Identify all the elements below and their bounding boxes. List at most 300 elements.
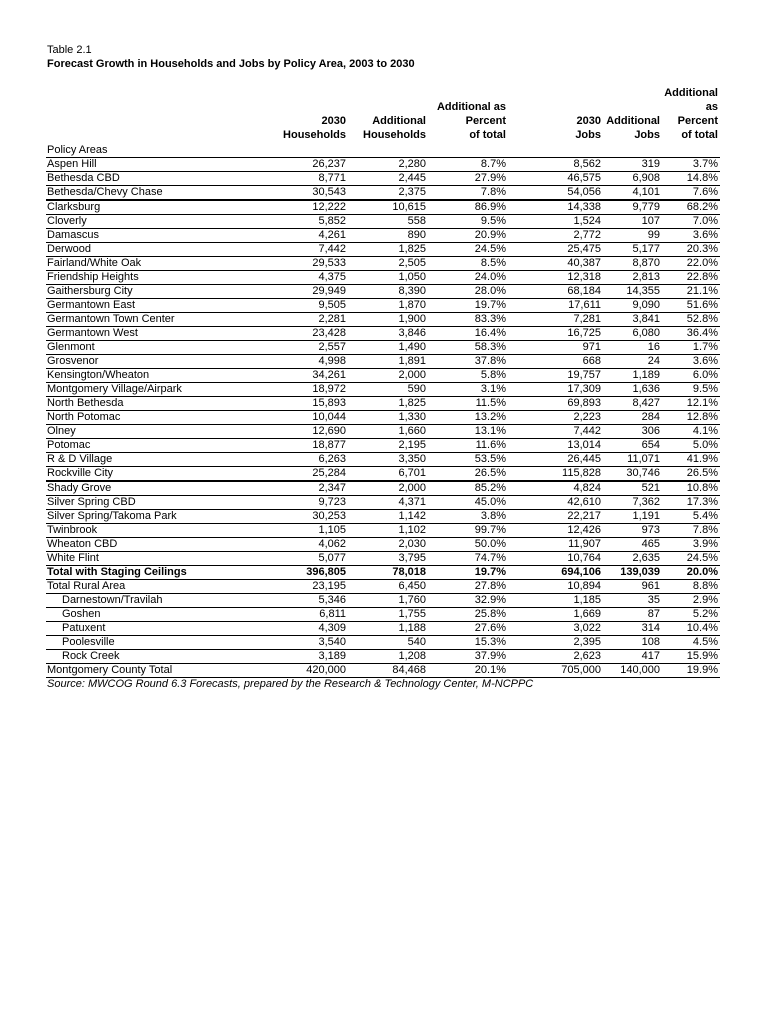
table-row <box>46 369 720 383</box>
cell-households-2030: 4,375 <box>218 271 348 285</box>
cell-additional-jobs: 961 <box>603 580 662 594</box>
cell-additional-jobs: 8,870 <box>603 257 662 271</box>
table-row <box>46 285 720 299</box>
cell-additional-households: 3,350 <box>348 453 428 467</box>
cell-additional-households: 2,505 <box>348 257 428 271</box>
cell-additional-jobs: 2,635 <box>603 552 662 566</box>
cell-households-2030: 5,346 <box>218 594 348 608</box>
policy-area-name: Germantown West <box>46 327 218 341</box>
cell-additional-jobs: 3,841 <box>603 313 662 327</box>
cell-households-percent: 37.8% <box>428 355 508 369</box>
header-line: 2030 <box>576 115 601 127</box>
header-line: Households <box>363 129 426 141</box>
cell-households-2030: 34,261 <box>218 369 348 383</box>
cell-households-2030: 12,222 <box>218 200 348 215</box>
cell-households-percent: 24.0% <box>428 271 508 285</box>
cell-additional-jobs: 24 <box>603 355 662 369</box>
cell-households-2030: 18,972 <box>218 383 348 397</box>
cell-households-percent: 3.1% <box>428 383 508 397</box>
policy-area-name: Cloverly <box>46 215 218 229</box>
table-row <box>46 243 720 257</box>
cell-additional-jobs: 7,362 <box>603 496 662 510</box>
cell-jobs-percent: 3.7% <box>662 158 720 172</box>
cell-households-2030: 8,771 <box>218 172 348 186</box>
cell-additional-jobs: 14,355 <box>603 285 662 299</box>
cell-additional-households: 1,490 <box>348 341 428 355</box>
cell-additional-jobs: 140,000 <box>603 664 662 678</box>
table-body <box>46 143 720 678</box>
cell-households-2030: 1,105 <box>218 524 348 538</box>
cell-additional-households: 3,846 <box>348 327 428 341</box>
policy-area-name: Twinbrook <box>46 524 218 538</box>
table-row <box>46 425 720 439</box>
cell-jobs-percent: 21.1% <box>662 285 720 299</box>
cell-additional-jobs: 319 <box>603 158 662 172</box>
cell-households-percent: 27.9% <box>428 172 508 186</box>
cell-additional-households: 1,825 <box>348 243 428 257</box>
cell-jobs-2030: 14,338 <box>508 200 603 215</box>
cell-households-2030: 30,253 <box>218 510 348 524</box>
cell-additional-jobs: 108 <box>603 636 662 650</box>
cell-jobs-2030: 25,475 <box>508 243 603 257</box>
table-row <box>46 664 720 678</box>
policy-area-name: Germantown East <box>46 299 218 313</box>
header-2030-jobs <box>508 86 603 143</box>
cell-jobs-2030: 42,610 <box>508 496 603 510</box>
cell-jobs-2030: 13,014 <box>508 439 603 453</box>
cell-additional-households: 8,390 <box>348 285 428 299</box>
policy-area-name: Poolesville <box>46 636 218 650</box>
cell-households-percent: 27.8% <box>428 580 508 594</box>
table-row <box>46 215 720 229</box>
cell-jobs-percent: 6.0% <box>662 369 720 383</box>
cell-households-2030: 25,284 <box>218 467 348 482</box>
table-row <box>46 524 720 538</box>
cell-additional-jobs: 1,191 <box>603 510 662 524</box>
cell-households-percent: 86.9% <box>428 200 508 215</box>
cell-additional-households: 2,445 <box>348 172 428 186</box>
policy-area-name: Montgomery Village/Airpark <box>46 383 218 397</box>
cell-households-percent: 8.5% <box>428 257 508 271</box>
cell-households-2030: 9,723 <box>218 496 348 510</box>
cell-jobs-percent: 4.1% <box>662 425 720 439</box>
cell-additional-jobs: 465 <box>603 538 662 552</box>
cell-additional-jobs: 306 <box>603 425 662 439</box>
header-blank <box>46 86 218 143</box>
policy-area-name: Rock Creek <box>46 650 218 664</box>
cell-additional-jobs: 107 <box>603 215 662 229</box>
cell-households-2030: 29,533 <box>218 257 348 271</box>
cell-jobs-2030: 2,395 <box>508 636 603 650</box>
cell-households-percent: 83.3% <box>428 313 508 327</box>
cell-jobs-2030: 12,426 <box>508 524 603 538</box>
cell-households-2030: 4,261 <box>218 229 348 243</box>
policy-area-name: Fairland/White Oak <box>46 257 218 271</box>
cell-jobs-percent: 1.7% <box>662 341 720 355</box>
cell-households-percent: 5.8% <box>428 369 508 383</box>
cell-additional-households: 3,795 <box>348 552 428 566</box>
cell-jobs-percent: 3.6% <box>662 355 720 369</box>
cell-households-percent: 99.7% <box>428 524 508 538</box>
cell-jobs-percent: 7.8% <box>662 524 720 538</box>
cell-households-percent: 11.6% <box>428 439 508 453</box>
cell-additional-households: 6,701 <box>348 467 428 482</box>
cell-households-percent: 74.7% <box>428 552 508 566</box>
cell-jobs-percent: 19.9% <box>662 664 720 678</box>
cell-households-percent: 8.7% <box>428 158 508 172</box>
cell-jobs-percent: 3.9% <box>662 538 720 552</box>
cell-additional-households: 6,450 <box>348 580 428 594</box>
cell-jobs-percent: 5.2% <box>662 608 720 622</box>
cell-households-2030: 15,893 <box>218 397 348 411</box>
cell-additional-households: 2,000 <box>348 369 428 383</box>
policy-area-name: Silver Spring CBD <box>46 496 218 510</box>
policy-area-name: Friendship Heights <box>46 271 218 285</box>
cell-jobs-2030: 69,893 <box>508 397 603 411</box>
policy-area-name: R & D Village <box>46 453 218 467</box>
cell-households-2030: 12,690 <box>218 425 348 439</box>
cell-jobs-percent: 15.9% <box>662 650 720 664</box>
cell-additional-jobs: 6,080 <box>603 327 662 341</box>
policy-area-name: Goshen <box>46 608 218 622</box>
cell-households-2030: 3,540 <box>218 636 348 650</box>
cell-jobs-percent: 5.4% <box>662 510 720 524</box>
cell-additional-households: 1,188 <box>348 622 428 636</box>
policy-area-name: Aspen Hill <box>46 158 218 172</box>
header-2030-households <box>218 86 348 143</box>
cell-jobs-percent: 14.8% <box>662 172 720 186</box>
cell-households-2030: 10,044 <box>218 411 348 425</box>
cell-jobs-2030: 2,623 <box>508 650 603 664</box>
header-line: Additional as <box>436 101 506 113</box>
cell-households-percent: 16.4% <box>428 327 508 341</box>
cell-additional-households: 890 <box>348 229 428 243</box>
header-line: Households <box>283 129 346 141</box>
table-row <box>46 467 720 482</box>
cell-jobs-percent: 36.4% <box>662 327 720 341</box>
policy-area-name: White Flint <box>46 552 218 566</box>
table-row <box>46 538 720 552</box>
cell-additional-jobs: 284 <box>603 411 662 425</box>
cell-additional-jobs: 2,813 <box>603 271 662 285</box>
cell-additional-jobs: 8,427 <box>603 397 662 411</box>
table-row <box>46 636 720 650</box>
policy-area-name: Shady Grove <box>46 481 218 496</box>
cell-additional-households: 1,330 <box>348 411 428 425</box>
cell-households-2030: 2,557 <box>218 341 348 355</box>
cell-households-percent: 50.0% <box>428 538 508 552</box>
cell-jobs-percent: 24.5% <box>662 552 720 566</box>
cell-jobs-percent: 52.8% <box>662 313 720 327</box>
cell-households-2030: 7,442 <box>218 243 348 257</box>
table-row <box>46 594 720 608</box>
cell-additional-jobs: 35 <box>603 594 662 608</box>
header-additional-jobs <box>603 86 662 143</box>
policy-area-name: Gaithersburg City <box>46 285 218 299</box>
cell-jobs-2030: 971 <box>508 341 603 355</box>
cell-jobs-2030: 54,056 <box>508 186 603 201</box>
cell-additional-households: 78,018 <box>348 566 428 580</box>
table-row <box>46 552 720 566</box>
cell-jobs-percent: 17.3% <box>662 496 720 510</box>
cell-jobs-2030: 10,764 <box>508 552 603 566</box>
cell-jobs-2030: 17,309 <box>508 383 603 397</box>
cell-additional-households: 2,000 <box>348 481 428 496</box>
table-row <box>46 566 720 580</box>
cell-jobs-2030: 8,562 <box>508 158 603 172</box>
header-line: 2030 <box>321 115 346 127</box>
cell-households-2030: 23,428 <box>218 327 348 341</box>
policy-area-name: Kensington/Wheaton <box>46 369 218 383</box>
table-row <box>46 158 720 172</box>
cell-households-percent: 37.9% <box>428 650 508 664</box>
table-row <box>46 172 720 186</box>
cell-jobs-percent: 4.5% <box>662 636 720 650</box>
cell-jobs-2030: 1,669 <box>508 608 603 622</box>
cell-households-percent: 26.5% <box>428 467 508 482</box>
cell-jobs-percent: 20.3% <box>662 243 720 257</box>
table-row <box>46 299 720 313</box>
cell-jobs-percent: 7.6% <box>662 186 720 201</box>
table-row <box>46 397 720 411</box>
cell-jobs-2030: 17,611 <box>508 299 603 313</box>
cell-households-2030: 26,237 <box>218 158 348 172</box>
cell-households-2030: 18,877 <box>218 439 348 453</box>
cell-households-percent: 28.0% <box>428 285 508 299</box>
cell-additional-households: 2,030 <box>348 538 428 552</box>
table-row <box>46 439 720 453</box>
cell-jobs-percent: 68.2% <box>662 200 720 215</box>
header-line: of total <box>469 129 506 141</box>
cell-households-percent: 20.9% <box>428 229 508 243</box>
cell-additional-households: 1,142 <box>348 510 428 524</box>
table-row <box>46 650 720 664</box>
cell-households-2030: 5,077 <box>218 552 348 566</box>
cell-additional-jobs: 30,746 <box>603 467 662 482</box>
table-row <box>46 383 720 397</box>
cell-households-percent: 3.8% <box>428 510 508 524</box>
forecast-table <box>46 86 720 678</box>
cell-jobs-percent: 12.1% <box>662 397 720 411</box>
table-row <box>46 608 720 622</box>
policy-area-name: Total with Staging Ceilings <box>46 566 218 580</box>
table-row <box>46 200 720 215</box>
cell-additional-households: 10,615 <box>348 200 428 215</box>
cell-additional-households: 1,870 <box>348 299 428 313</box>
cell-households-2030: 4,062 <box>218 538 348 552</box>
table-row <box>46 186 720 201</box>
policy-area-name: Bethesda/Chevy Chase <box>46 186 218 201</box>
cell-additional-jobs: 139,039 <box>603 566 662 580</box>
header-jobs-percent <box>662 86 720 143</box>
cell-additional-households: 1,660 <box>348 425 428 439</box>
cell-jobs-2030: 3,022 <box>508 622 603 636</box>
cell-additional-households: 1,760 <box>348 594 428 608</box>
cell-jobs-2030: 1,524 <box>508 215 603 229</box>
table-row <box>46 355 720 369</box>
cell-jobs-2030: 22,217 <box>508 510 603 524</box>
cell-jobs-2030: 2,223 <box>508 411 603 425</box>
header-households-percent <box>428 86 508 143</box>
table-row <box>46 481 720 496</box>
policy-area-name: North Potomac <box>46 411 218 425</box>
cell-additional-households: 540 <box>348 636 428 650</box>
cell-jobs-percent: 51.6% <box>662 299 720 313</box>
cell-jobs-2030: 7,281 <box>508 313 603 327</box>
cell-additional-jobs: 314 <box>603 622 662 636</box>
cell-jobs-percent: 3.6% <box>662 229 720 243</box>
policy-area-name: Germantown Town Center <box>46 313 218 327</box>
cell-households-percent: 45.0% <box>428 496 508 510</box>
cell-households-2030: 2,281 <box>218 313 348 327</box>
policy-area-name: Grosvenor <box>46 355 218 369</box>
cell-jobs-2030: 26,445 <box>508 453 603 467</box>
cell-households-percent: 32.9% <box>428 594 508 608</box>
cell-jobs-percent: 9.5% <box>662 383 720 397</box>
policy-area-name: Olney <box>46 425 218 439</box>
section-label: Policy Areas <box>47 144 108 156</box>
table-row <box>46 313 720 327</box>
table-row <box>46 622 720 636</box>
policy-area-name: Darnestown/Travilah <box>46 594 218 608</box>
policy-area-name: Montgomery County Total <box>46 664 218 678</box>
policy-area-name: Rockville City <box>46 467 218 482</box>
cell-households-2030: 23,195 <box>218 580 348 594</box>
cell-households-percent: 11.5% <box>428 397 508 411</box>
cell-jobs-2030: 7,442 <box>508 425 603 439</box>
table-row <box>46 453 720 467</box>
cell-jobs-2030: 12,318 <box>508 271 603 285</box>
table-row <box>46 496 720 510</box>
header-line: Additional <box>372 115 426 127</box>
cell-jobs-percent: 22.0% <box>662 257 720 271</box>
table-row <box>46 229 720 243</box>
header-line: Additional as <box>664 87 718 113</box>
header-line: Percent <box>677 115 718 127</box>
cell-households-2030: 2,347 <box>218 481 348 496</box>
cell-additional-jobs: 16 <box>603 341 662 355</box>
cell-jobs-2030: 16,725 <box>508 327 603 341</box>
cell-jobs-percent: 7.0% <box>662 215 720 229</box>
cell-additional-households: 1,900 <box>348 313 428 327</box>
cell-households-2030: 5,852 <box>218 215 348 229</box>
cell-jobs-2030: 11,907 <box>508 538 603 552</box>
cell-households-2030: 30,543 <box>218 186 348 201</box>
cell-jobs-2030: 115,828 <box>508 467 603 482</box>
cell-jobs-2030: 2,772 <box>508 229 603 243</box>
table-row <box>46 271 720 285</box>
header-additional-households <box>348 86 428 143</box>
cell-households-percent: 13.1% <box>428 425 508 439</box>
cell-additional-households: 84,468 <box>348 664 428 678</box>
cell-additional-jobs: 521 <box>603 481 662 496</box>
cell-jobs-percent: 20.0% <box>662 566 720 580</box>
section-label-row <box>46 143 720 158</box>
cell-additional-households: 1,755 <box>348 608 428 622</box>
cell-additional-jobs: 654 <box>603 439 662 453</box>
cell-additional-households: 2,375 <box>348 186 428 201</box>
cell-additional-households: 4,371 <box>348 496 428 510</box>
cell-additional-jobs: 4,101 <box>603 186 662 201</box>
cell-jobs-2030: 19,757 <box>508 369 603 383</box>
policy-area-name: Derwood <box>46 243 218 257</box>
cell-additional-jobs: 417 <box>603 650 662 664</box>
table-row <box>46 341 720 355</box>
header-line: Additional <box>606 115 660 127</box>
cell-additional-households: 2,195 <box>348 439 428 453</box>
cell-jobs-percent: 10.4% <box>662 622 720 636</box>
policy-area-name: Patuxent <box>46 622 218 636</box>
cell-jobs-percent: 26.5% <box>662 467 720 482</box>
cell-additional-jobs: 99 <box>603 229 662 243</box>
policy-area-name: Glenmont <box>46 341 218 355</box>
cell-jobs-percent: 22.8% <box>662 271 720 285</box>
cell-jobs-2030: 668 <box>508 355 603 369</box>
table-row <box>46 580 720 594</box>
cell-households-2030: 4,309 <box>218 622 348 636</box>
cell-jobs-2030: 68,184 <box>508 285 603 299</box>
cell-households-2030: 29,949 <box>218 285 348 299</box>
table-row <box>46 327 720 341</box>
table-number: Table 2.1 <box>47 44 92 56</box>
cell-jobs-percent: 12.8% <box>662 411 720 425</box>
header-line: Jobs <box>575 129 601 141</box>
cell-additional-households: 558 <box>348 215 428 229</box>
cell-jobs-2030: 10,894 <box>508 580 603 594</box>
cell-additional-jobs: 6,908 <box>603 172 662 186</box>
cell-additional-jobs: 9,090 <box>603 299 662 313</box>
policy-area-name: Total Rural Area <box>46 580 218 594</box>
cell-jobs-percent: 41.9% <box>662 453 720 467</box>
cell-additional-jobs: 5,177 <box>603 243 662 257</box>
cell-households-percent: 85.2% <box>428 481 508 496</box>
cell-additional-jobs: 1,189 <box>603 369 662 383</box>
policy-area-name: Bethesda CBD <box>46 172 218 186</box>
policy-area-name: Silver Spring/Takoma Park <box>46 510 218 524</box>
cell-households-percent: 20.1% <box>428 664 508 678</box>
header-line: Percent <box>465 115 506 127</box>
cell-households-2030: 6,811 <box>218 608 348 622</box>
cell-households-percent: 27.6% <box>428 622 508 636</box>
cell-jobs-2030: 1,185 <box>508 594 603 608</box>
cell-households-2030: 9,505 <box>218 299 348 313</box>
cell-additional-households: 2,280 <box>348 158 428 172</box>
cell-households-percent: 13.2% <box>428 411 508 425</box>
cell-jobs-percent: 8.8% <box>662 580 720 594</box>
cell-households-2030: 3,189 <box>218 650 348 664</box>
policy-area-name: Damascus <box>46 229 218 243</box>
cell-households-percent: 19.7% <box>428 299 508 313</box>
table-row <box>46 257 720 271</box>
table-row <box>46 411 720 425</box>
cell-additional-jobs: 973 <box>603 524 662 538</box>
cell-households-2030: 420,000 <box>218 664 348 678</box>
table-title: Forecast Growth in Households and Jobs by Policy Area, 2003 to 2030 <box>47 58 415 70</box>
cell-additional-households: 590 <box>348 383 428 397</box>
cell-jobs-2030: 4,824 <box>508 481 603 496</box>
cell-jobs-2030: 694,106 <box>508 566 603 580</box>
cell-additional-households: 1,825 <box>348 397 428 411</box>
cell-additional-households: 1,208 <box>348 650 428 664</box>
cell-households-2030: 396,805 <box>218 566 348 580</box>
cell-households-percent: 7.8% <box>428 186 508 201</box>
policy-area-name: North Bethesda <box>46 397 218 411</box>
source-note: Source: MWCOG Round 6.3 Forecasts, prepared by the Research & Technology Center, M-NCPPC <box>47 678 534 690</box>
header-line: of total <box>681 129 718 141</box>
cell-households-percent: 53.5% <box>428 453 508 467</box>
cell-households-percent: 9.5% <box>428 215 508 229</box>
cell-additional-jobs: 1,636 <box>603 383 662 397</box>
